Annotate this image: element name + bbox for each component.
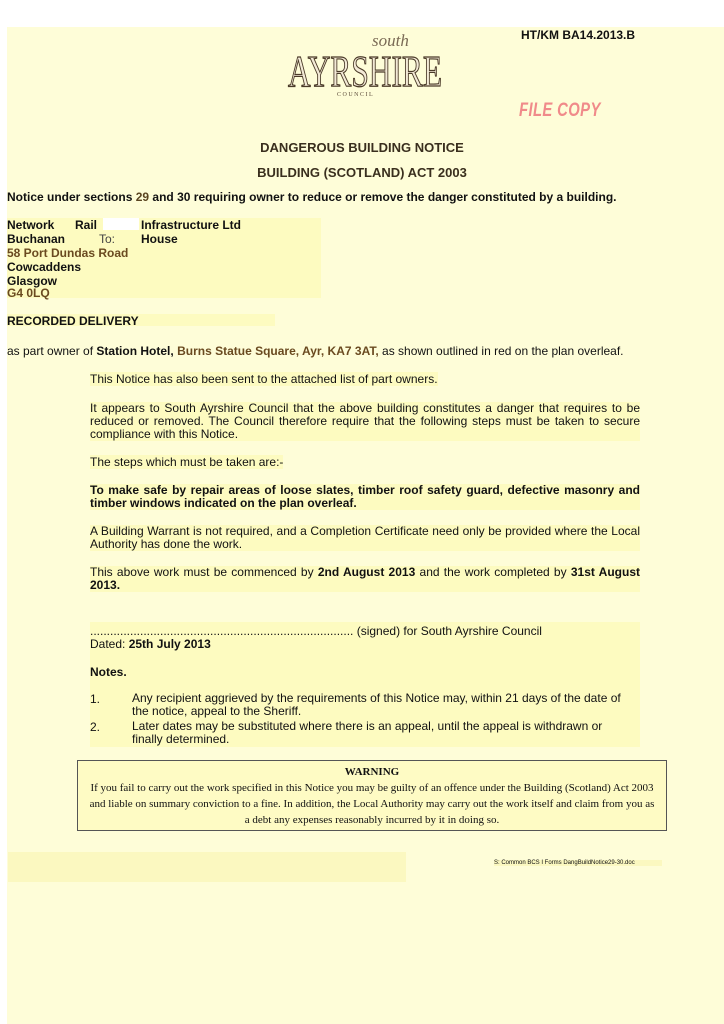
address-line: 58 Port Dundas Road	[7, 246, 129, 260]
file-copy-stamp: FILE COPY	[519, 100, 601, 121]
note-number: 1.	[90, 692, 101, 706]
warning-title: WARNING	[344, 766, 400, 778]
note-text: Later dates may be substituted where there is an appeal, until the appeal is withdrawn or finally determined.	[132, 719, 603, 746]
address-line: Network	[7, 218, 55, 232]
warning-text: If you fail to carry out the work specified in this Notice you may be guilty of an offence under the Building (Scotland) Act 2003 and liable on summary conviction to a fine. In addition, the Local Authority may carry out the work itself and claim from you as a debt any expenses reasonably incurred by it in doing so.	[89, 782, 655, 826]
council-logo	[285, 30, 445, 98]
paragraph-dates: This above work must be commenced by 2nd August 2013 and the work completed by 31st August 2013.	[90, 565, 640, 592]
address-line: Buchanan	[7, 232, 66, 246]
notice-intro: Notice under sections 29 and 30 requiring owner to reduce or remove the danger constituted by a building.	[7, 190, 617, 204]
signature-block	[90, 622, 640, 747]
warning-box	[77, 760, 667, 831]
logo-top-text: south	[372, 31, 409, 50]
recipient-address	[7, 218, 321, 298]
logo-main-text: AYRSHIRE	[288, 47, 442, 96]
paragraph-warrant: A Building Warrant is not required, and a Completion Certificate need only be provided where the Local Authority has done the work.	[90, 524, 640, 551]
notes-heading: Notes.	[90, 665, 127, 679]
note-number: 2.	[90, 720, 101, 734]
address-line: Rail	[75, 218, 98, 232]
signature-line: ............................................................................... (signed) for South Ayrshire Council	[90, 624, 542, 638]
logo-graphic	[285, 30, 445, 98]
address-line: House	[141, 232, 178, 246]
footer-highlight	[8, 852, 406, 882]
logo-bottom-text: C O U N C I L	[337, 92, 373, 98]
dated-line: Dated: 25th July 2013	[90, 637, 211, 651]
act-title: BUILDING (SCOTLAND) ACT 2003	[257, 165, 467, 180]
paragraph-part-owners: This Notice has also been sent to the attached list of part owners.	[90, 372, 438, 386]
paragraph-danger: It appears to South Ayrshire Council that the above building constitutes a danger that requires to be reduced or removed. The Council therefore require that the following steps must be taken to secure compliance with this Notice.	[90, 401, 640, 441]
address-to-label: To:	[99, 232, 116, 246]
address-line: G4 0LQ	[7, 286, 50, 300]
address-whiteout	[103, 218, 139, 230]
footer-file-path: S: Common BCS I Forms DangBuildNotice29-30.doc	[494, 860, 662, 866]
address-line: Cowcaddens	[7, 260, 82, 274]
note-text: Any recipient aggrieved by the requirements of this Notice may, within 21 days of the date of the notice, appeal to the Sheriff.	[132, 691, 621, 718]
paragraph-steps: To make safe by repair areas of loose slates, timber roof safety guard, defective masonry and timber windows indicated on the plan overleaf.	[90, 483, 640, 510]
recorded-delivery: RECORDED DELIVERY	[7, 314, 275, 326]
notice-title: DANGEROUS BUILDING NOTICE	[260, 140, 464, 155]
reference-number: HT/KM BA14.2013.B	[521, 28, 636, 42]
address-line: Glasgow	[7, 274, 58, 288]
part-owner-line: as part owner of Station Hotel, Burns Statue Square, Ayr, KA7 3AT, as shown outlined in red on the plan overleaf.	[7, 344, 624, 358]
paragraph-steps-heading: The steps which must be taken are:-	[90, 455, 284, 469]
address-line: Infrastructure Ltd	[141, 218, 242, 232]
